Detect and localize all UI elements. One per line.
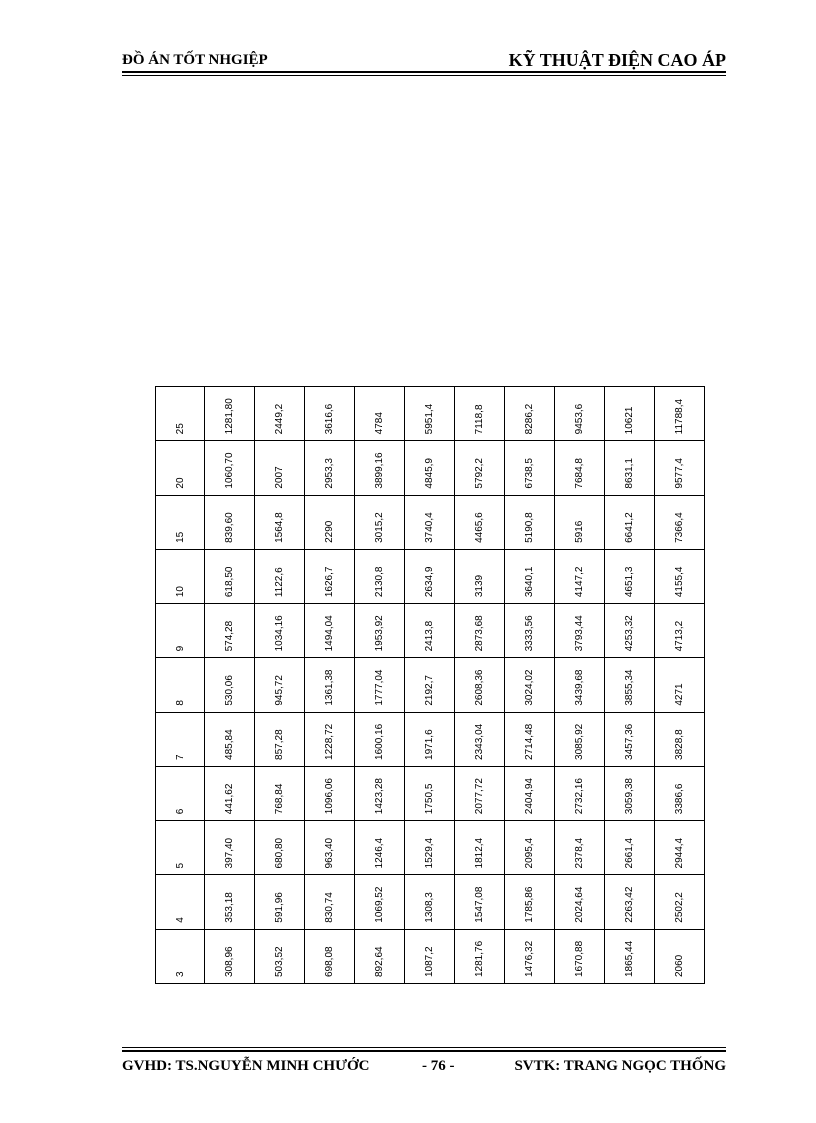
table-cell: 4155,4 bbox=[655, 549, 705, 603]
table-cell: 1087,2 bbox=[405, 929, 455, 983]
table-cell: 4465,6 bbox=[455, 495, 505, 549]
table-row bbox=[255, 387, 305, 984]
table-cell: 963,40 bbox=[305, 821, 355, 875]
table-header-row bbox=[156, 387, 205, 984]
table-cell: 1476,32 bbox=[505, 929, 555, 983]
table-cell: 5916 bbox=[555, 495, 605, 549]
table-cell: 1564,8 bbox=[255, 495, 305, 549]
table-cell: 353,18 bbox=[205, 875, 255, 929]
table-header-cell: 5 bbox=[156, 821, 205, 875]
table-cell: 6738,5 bbox=[505, 441, 555, 495]
table-cell: 2944,4 bbox=[655, 821, 705, 875]
table-cell: 2378,4 bbox=[555, 821, 605, 875]
table-cell: 1246,4 bbox=[355, 821, 405, 875]
table-cell: 1034,16 bbox=[255, 604, 305, 658]
table-cell: 4713,2 bbox=[655, 604, 705, 658]
data-table-container bbox=[155, 386, 697, 984]
footer-advisor: GVHD: TS.NGUYỄN MINH CHƯỚC bbox=[122, 1058, 370, 1074]
table-cell: 8631,1 bbox=[605, 441, 655, 495]
table-cell: 1423,28 bbox=[355, 766, 405, 820]
table-cell: 1494,04 bbox=[305, 604, 355, 658]
table-cell: 1865,44 bbox=[605, 929, 655, 983]
table-cell: 7684,8 bbox=[555, 441, 605, 495]
table-cell: 3793,44 bbox=[555, 604, 605, 658]
table-cell: 2404,94 bbox=[505, 766, 555, 820]
table-cell: 3457,36 bbox=[605, 712, 655, 766]
table-cell: 1281,80 bbox=[205, 387, 255, 441]
table-cell: 3015,2 bbox=[355, 495, 405, 549]
table-cell: 1777,04 bbox=[355, 658, 405, 712]
table-cell: 1069,52 bbox=[355, 875, 405, 929]
table-cell: 680,80 bbox=[255, 821, 305, 875]
page-number: - 76 - bbox=[422, 1058, 455, 1074]
table-row bbox=[455, 387, 505, 984]
table-cell: 503,52 bbox=[255, 929, 305, 983]
table-header-cell: 4 bbox=[156, 875, 205, 929]
footer-student: SVTK: TRANG NGỌC THỐNG bbox=[514, 1058, 726, 1074]
header-rule-thin bbox=[122, 75, 726, 76]
table-cell: 591,96 bbox=[255, 875, 305, 929]
table-cell: 1547,08 bbox=[455, 875, 505, 929]
table-cell: 3085,92 bbox=[555, 712, 605, 766]
table-cell: 2263,42 bbox=[605, 875, 655, 929]
table-cell: 5792,2 bbox=[455, 441, 505, 495]
table-cell: 3059,38 bbox=[605, 766, 655, 820]
table-cell: 2732,16 bbox=[555, 766, 605, 820]
table-header-cell: 10 bbox=[156, 549, 205, 603]
table-cell: 1122,6 bbox=[255, 549, 305, 603]
data-table bbox=[155, 386, 705, 984]
table-cell: 4271 bbox=[655, 658, 705, 712]
table-cell: 3640,1 bbox=[505, 549, 555, 603]
table-row bbox=[555, 387, 605, 984]
table-cell: 2413,8 bbox=[405, 604, 455, 658]
table-cell: 3616,6 bbox=[305, 387, 355, 441]
table-cell: 1626,7 bbox=[305, 549, 355, 603]
table-cell: 2343,04 bbox=[455, 712, 505, 766]
table-cell: 2449,2 bbox=[255, 387, 305, 441]
table-cell: 1750,5 bbox=[405, 766, 455, 820]
table-cell: 7118,8 bbox=[455, 387, 505, 441]
table-cell: 3333,56 bbox=[505, 604, 555, 658]
table-cell: 1308,3 bbox=[405, 875, 455, 929]
header-left-title: ĐỒ ÁN TỐT NHGIỆP bbox=[122, 52, 268, 68]
table-cell: 2130,8 bbox=[355, 549, 405, 603]
table-cell: 2024,64 bbox=[555, 875, 605, 929]
table-cell: 2077,72 bbox=[455, 766, 505, 820]
table-cell: 945,72 bbox=[255, 658, 305, 712]
table-cell: 1361,38 bbox=[305, 658, 355, 712]
table-cell: 441,62 bbox=[205, 766, 255, 820]
header-rule bbox=[122, 71, 726, 73]
footer-rule-thin bbox=[122, 1047, 726, 1048]
table-cell: 397,40 bbox=[205, 821, 255, 875]
table-cell: 530,06 bbox=[205, 658, 255, 712]
table-row bbox=[405, 387, 455, 984]
table-cell: 11788,4 bbox=[655, 387, 705, 441]
table-cell: 4651,3 bbox=[605, 549, 655, 603]
table-header-cell: 6 bbox=[156, 766, 205, 820]
footer-rule bbox=[122, 1050, 726, 1052]
table-cell: 1785,86 bbox=[505, 875, 555, 929]
table-cell: 3439,68 bbox=[555, 658, 605, 712]
table-cell: 4253,32 bbox=[605, 604, 655, 658]
table-cell: 4147,2 bbox=[555, 549, 605, 603]
table-cell: 2661,4 bbox=[605, 821, 655, 875]
table-cell: 3828,8 bbox=[655, 712, 705, 766]
table-cell: 2714,48 bbox=[505, 712, 555, 766]
table-cell: 830,74 bbox=[305, 875, 355, 929]
table-cell: 5951,4 bbox=[405, 387, 455, 441]
table-cell: 618,50 bbox=[205, 549, 255, 603]
table-cell: 1529,4 bbox=[405, 821, 455, 875]
table-cell: 1096,06 bbox=[305, 766, 355, 820]
page-header bbox=[122, 50, 726, 72]
table-cell: 3855,34 bbox=[605, 658, 655, 712]
table-cell: 10621 bbox=[605, 387, 655, 441]
table-cell: 2290 bbox=[305, 495, 355, 549]
table-cell: 1670,88 bbox=[555, 929, 605, 983]
table-header-cell: 20 bbox=[156, 441, 205, 495]
table-cell: 3386,6 bbox=[655, 766, 705, 820]
table-cell: 1060,70 bbox=[205, 441, 255, 495]
table-cell: 2192,7 bbox=[405, 658, 455, 712]
table-header-cell: 15 bbox=[156, 495, 205, 549]
table-row bbox=[505, 387, 555, 984]
table-row bbox=[205, 387, 255, 984]
table-cell: 2502,2 bbox=[655, 875, 705, 929]
table-header-cell: 25 bbox=[156, 387, 205, 441]
table-cell: 2634,9 bbox=[405, 549, 455, 603]
table-cell: 308,96 bbox=[205, 929, 255, 983]
table-cell: 698,08 bbox=[305, 929, 355, 983]
table-cell: 839,60 bbox=[205, 495, 255, 549]
table-cell: 768,84 bbox=[255, 766, 305, 820]
table-cell: 2873,68 bbox=[455, 604, 505, 658]
table-cell: 8286,2 bbox=[505, 387, 555, 441]
table-cell: 6641,2 bbox=[605, 495, 655, 549]
table-header-cell: 7 bbox=[156, 712, 205, 766]
table-cell: 892,64 bbox=[355, 929, 405, 983]
table-cell: 9453,6 bbox=[555, 387, 605, 441]
table-cell: 2095,4 bbox=[505, 821, 555, 875]
table-row bbox=[355, 387, 405, 984]
table-cell: 7366,4 bbox=[655, 495, 705, 549]
header-right-title: KỸ THUẬT ĐIỆN CAO ÁP bbox=[508, 50, 726, 70]
table-cell: 1971,6 bbox=[405, 712, 455, 766]
table-cell: 1600,16 bbox=[355, 712, 405, 766]
table-cell: 485,84 bbox=[205, 712, 255, 766]
table-cell: 3899,16 bbox=[355, 441, 405, 495]
table-cell: 5190,8 bbox=[505, 495, 555, 549]
table-header-cell: 8 bbox=[156, 658, 205, 712]
table-cell: 2007 bbox=[255, 441, 305, 495]
table-header-cell: 9 bbox=[156, 604, 205, 658]
table-cell: 3139 bbox=[455, 549, 505, 603]
table-cell: 1953,92 bbox=[355, 604, 405, 658]
table-cell: 4845,9 bbox=[405, 441, 455, 495]
page-footer bbox=[122, 1058, 726, 1078]
table-cell: 2953,3 bbox=[305, 441, 355, 495]
table-cell: 9577,4 bbox=[655, 441, 705, 495]
table-cell: 2608,36 bbox=[455, 658, 505, 712]
table-header-cell: 3 bbox=[156, 929, 205, 983]
table-row bbox=[305, 387, 355, 984]
table-cell: 1228,72 bbox=[305, 712, 355, 766]
table-cell: 857,28 bbox=[255, 712, 305, 766]
table-cell: 574,28 bbox=[205, 604, 255, 658]
table-row bbox=[655, 387, 705, 984]
table-cell: 1812,4 bbox=[455, 821, 505, 875]
table-cell: 3024,02 bbox=[505, 658, 555, 712]
table-cell: 4784 bbox=[355, 387, 405, 441]
table-cell: 3740,4 bbox=[405, 495, 455, 549]
table-cell: 2060 bbox=[655, 929, 705, 983]
table-cell: 1281,76 bbox=[455, 929, 505, 983]
table-row bbox=[605, 387, 655, 984]
